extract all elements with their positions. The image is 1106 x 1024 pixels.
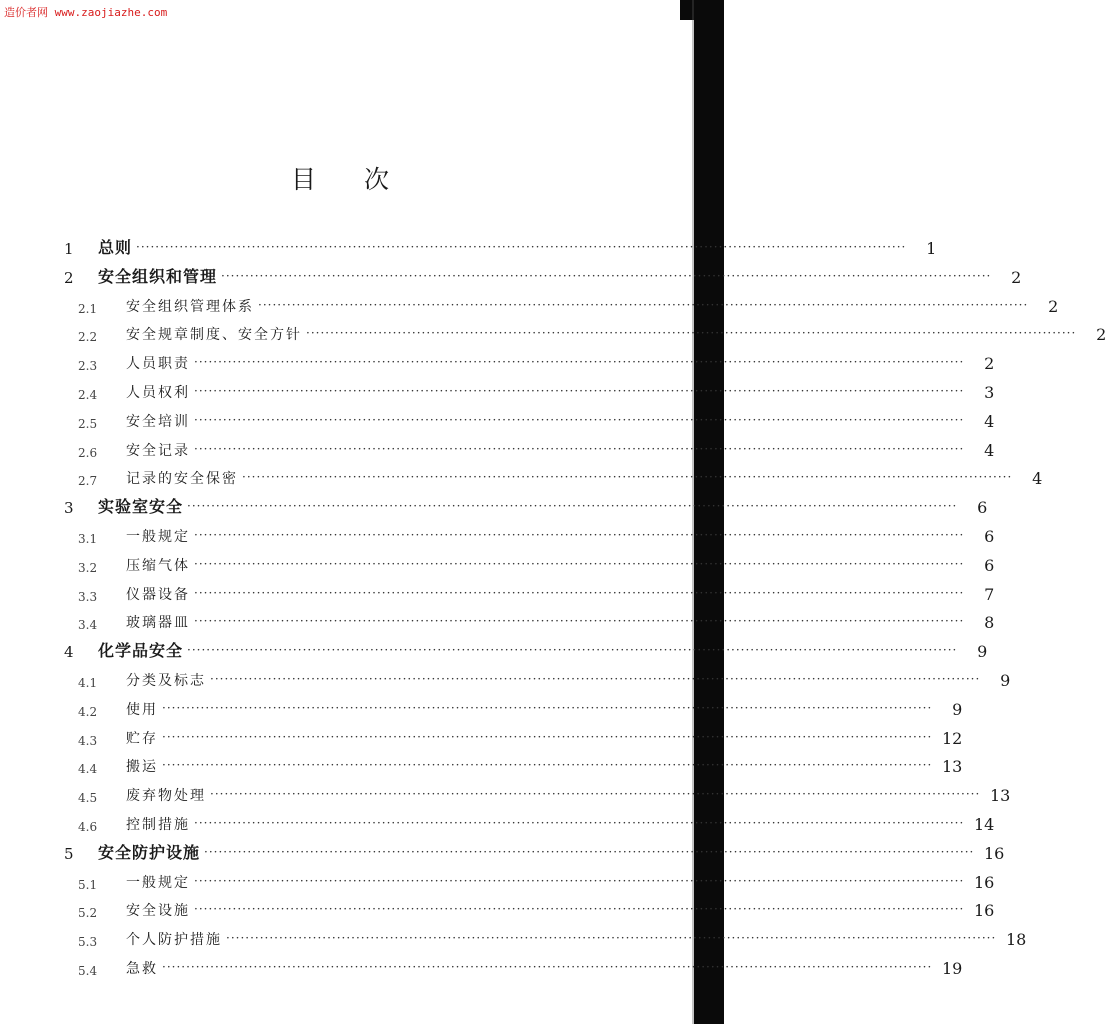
toc-entry-page: 14 <box>973 815 995 834</box>
toc-entry-label: 废弃物处理 <box>126 788 206 805</box>
toc-entry[interactable] <box>78 923 1027 950</box>
toc-entry-number: 4 <box>64 643 74 662</box>
toc-entry-page: 18 <box>1005 930 1027 950</box>
toc-entry-label: 个人防护措施 <box>126 932 222 949</box>
toc-entry[interactable] <box>78 434 995 460</box>
toc-leader-dots: ································································································································································ <box>242 470 1013 485</box>
toc-leader-dots: ································································································································································ <box>194 614 965 629</box>
toc-entry-page: 2 <box>1011 267 1022 287</box>
toc-entry-number: 2.2 <box>78 330 98 345</box>
toc-leader-dots: ································································································································································ <box>194 873 965 888</box>
toc-entry-number: 4.4 <box>78 762 98 777</box>
toc-entry[interactable] <box>78 894 995 921</box>
toc-entry[interactable] <box>78 290 1059 316</box>
toc-entry-number: 3.4 <box>78 618 98 633</box>
toc-leader-dots: ································································································································································ <box>194 355 965 370</box>
toc-entry-number: 5.3 <box>78 935 98 950</box>
toc-entry-page: 7 <box>984 584 995 604</box>
toc-entry-page: 9 <box>977 642 988 662</box>
toc-entry-page: 2 <box>1096 325 1106 345</box>
toc-entry-page: 16 <box>973 872 995 892</box>
toc-entry[interactable] <box>78 952 963 978</box>
toc-entry-label: 安全组织和管理 <box>98 266 218 286</box>
toc-entry-page: 13 <box>989 786 1011 806</box>
toc-leader-dots: ································································································································································ <box>210 787 981 802</box>
toc-entry-page: 9 <box>1000 671 1011 690</box>
page-title: 目次 <box>290 165 437 194</box>
toc-entry-page: 2 <box>984 354 995 374</box>
toc-entry-label: 安全设施 <box>126 903 190 920</box>
toc-entry-page: 4 <box>984 440 995 460</box>
toc-leader-dots: ································································································································································ <box>194 441 965 456</box>
toc-entry[interactable] <box>78 318 1106 345</box>
toc-entry[interactable] <box>78 578 995 604</box>
toc-leader-dots: ································································································································································ <box>226 931 997 946</box>
toc-entry-number: 3 <box>64 499 74 518</box>
toc-entry-label: 控制措施 <box>126 817 190 833</box>
toc-leader-dots: ································································································································································ <box>306 326 1077 341</box>
toc-leader-dots: ································································································································································ <box>162 729 933 744</box>
toc-entry[interactable] <box>78 664 1011 690</box>
toc-entry[interactable] <box>78 462 1043 489</box>
toc-entry-page: 4 <box>984 411 995 431</box>
toc-entry-label: 安全培训 <box>126 413 190 430</box>
site-watermark: 造价者网 www.zaojiazhe.com <box>4 6 168 19</box>
toc-leader-dots: ································································································································································ <box>194 556 965 571</box>
toc-leader-dots: ································································································································································ <box>187 643 958 658</box>
toc-leader-dots: ································································································································································ <box>194 585 965 600</box>
toc-entry-page: 3 <box>984 383 995 402</box>
toc-entry-page: 6 <box>984 555 995 575</box>
toc-entry-label: 搬运 <box>126 759 158 776</box>
toc-leader-dots: ································································································································································ <box>194 384 965 398</box>
toc-entry[interactable] <box>78 866 995 892</box>
toc-entry-number: 2.6 <box>78 445 98 460</box>
toc-entry-label: 玻璃器皿 <box>126 615 190 632</box>
toc-entry-number: 4.1 <box>78 676 98 690</box>
toc-leader-dots: ································································································································································ <box>136 240 907 254</box>
toc-entry[interactable] <box>64 261 1022 287</box>
toc-entry-number: 2.7 <box>78 474 98 489</box>
toc-entry-number: 5.4 <box>78 964 98 978</box>
toc-entry-page: 1 <box>926 239 937 258</box>
toc-entry-number: 4.2 <box>78 704 98 719</box>
toc-entry-number: 2.4 <box>78 388 98 402</box>
toc-entry-number: 5 <box>64 844 74 863</box>
toc-entry-number: 3.2 <box>78 560 98 575</box>
toc-leader-dots: ································································································································································ <box>162 700 933 715</box>
toc-entry-page: 13 <box>941 757 963 777</box>
toc-leader-dots: ································································································································································ <box>194 412 965 427</box>
toc-entry-number: 2.3 <box>78 359 98 374</box>
toc-leader-dots: ································································································································································ <box>204 844 975 859</box>
toc-entry-label: 安全记录 <box>126 442 190 459</box>
toc-entry[interactable] <box>78 606 995 633</box>
toc-entry[interactable] <box>78 750 963 777</box>
toc-entry-label: 使用 <box>126 701 158 718</box>
toc-entry-page: 16 <box>973 901 995 921</box>
toc-entry-label: 安全规章制度、安全方针 <box>126 327 302 344</box>
toc-leader-dots: ································································································································································ <box>221 268 992 283</box>
toc-leader-dots: ································································································································································ <box>162 960 933 974</box>
toc-entry[interactable] <box>78 693 963 719</box>
toc-entry-number: 3.1 <box>78 532 98 546</box>
toc-entry-number: 4.5 <box>78 791 98 806</box>
toc-leader-dots: ································································································································································ <box>194 528 965 542</box>
toc-entry-number: 4.3 <box>78 733 98 748</box>
toc-entry[interactable] <box>78 722 963 748</box>
toc-leader-dots: ································································································································································ <box>194 816 965 830</box>
toc-entry-page: 6 <box>977 498 988 518</box>
toc-entry-label: 仪器设备 <box>126 586 190 603</box>
toc-entry-label: 人员职责 <box>126 356 190 373</box>
toc-entry-label: 人员权利 <box>126 385 190 401</box>
toc-leader-dots: ································································································································································ <box>258 297 1029 312</box>
toc-entry-number: 4.6 <box>78 820 98 834</box>
toc-entry-label: 实验室安全 <box>98 497 184 517</box>
toc-entry[interactable] <box>64 491 988 518</box>
toc-entry-label: 化学品安全 <box>98 641 184 661</box>
toc-entry-number: 2.1 <box>78 301 98 316</box>
toc-entry-label: 一般规定 <box>126 874 190 891</box>
toc-leader-dots: ································································································································································ <box>187 499 958 514</box>
toc-entry-page: 19 <box>941 959 963 978</box>
toc-entry[interactable] <box>78 549 995 575</box>
toc-entry-label: 压缩气体 <box>126 557 190 574</box>
toc-entry[interactable] <box>78 808 995 834</box>
toc-leader-dots: ································································································································································ <box>162 758 933 773</box>
toc-entry-page: 2 <box>1048 296 1059 316</box>
toc-entry-page: 8 <box>984 613 995 633</box>
toc-entry-label: 记录的安全保密 <box>126 471 238 488</box>
toc-entry-label: 急救 <box>126 961 158 977</box>
toc-entry[interactable] <box>64 635 988 662</box>
toc-entry-label: 总则 <box>98 238 133 257</box>
toc-entry[interactable] <box>64 232 937 258</box>
toc-entry-page: 12 <box>941 728 963 748</box>
toc-entry-number: 1 <box>64 240 74 258</box>
toc-entry-label: 分类及标志 <box>126 673 206 689</box>
toc-entry-page: 6 <box>984 527 995 546</box>
toc-entry-number: 2.5 <box>78 416 98 431</box>
toc-entry-number: 3.3 <box>78 589 98 604</box>
toc-entry[interactable] <box>64 837 1005 863</box>
toc-entry[interactable] <box>78 376 995 402</box>
toc-entry-label: 安全组织管理体系 <box>126 298 254 315</box>
toc-leader-dots: ································································································································································ <box>194 902 965 917</box>
toc-entry-page: 9 <box>952 699 963 719</box>
toc-entry-page: 4 <box>1032 469 1043 489</box>
toc-entry-page: 16 <box>983 843 1005 863</box>
toc-entry-number: 5.2 <box>78 906 98 921</box>
toc-entry[interactable] <box>78 779 1011 806</box>
toc-entry[interactable] <box>78 520 995 546</box>
toc-entry[interactable] <box>78 347 995 374</box>
toc-entry[interactable] <box>78 405 995 431</box>
toc-entry-number: 5.1 <box>78 877 98 892</box>
toc-leader-dots: ································································································································································ <box>210 672 981 686</box>
toc-entry-label: 贮存 <box>126 730 158 747</box>
toc-entry-number: 2 <box>64 268 74 287</box>
toc-entry-label: 安全防护设施 <box>98 842 201 862</box>
toc-entry-label: 一般规定 <box>126 529 190 545</box>
